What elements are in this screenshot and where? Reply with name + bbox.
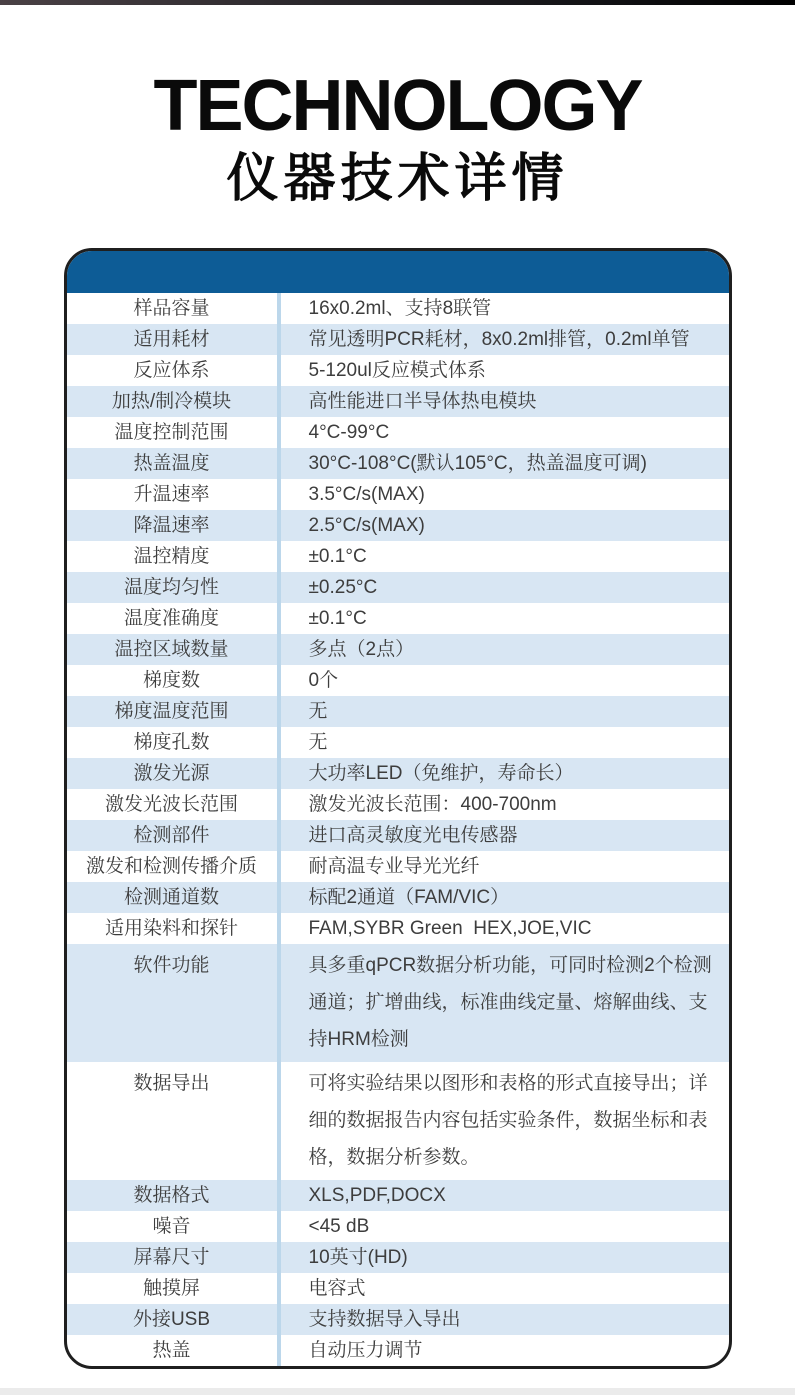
top-section-divider-strip xyxy=(0,0,795,5)
table-row xyxy=(67,1335,729,1366)
table-row xyxy=(67,510,729,541)
table-row xyxy=(67,882,729,913)
spec-value: ±0.1°C xyxy=(277,603,729,634)
spec-value: 耐高温专业导光光纤 xyxy=(277,851,729,882)
spec-table xyxy=(64,248,732,1369)
spec-value: 电容式 xyxy=(277,1273,729,1304)
spec-label: 温控区域数量 xyxy=(114,638,229,660)
table-row xyxy=(67,572,729,603)
spec-rows xyxy=(67,293,729,1366)
spec-value: 4°C-99°C xyxy=(277,417,729,448)
spec-value: 5-120ul反应模式体系 xyxy=(277,355,729,386)
spec-value: 支持数据导入导出 xyxy=(277,1304,729,1335)
spec-value: 3.5°C/s(MAX) xyxy=(277,479,729,510)
table-row xyxy=(67,293,729,324)
spec-value: 进口高灵敏度光电传感器 xyxy=(277,820,729,851)
spec-label: 适用耗材 xyxy=(133,328,210,350)
spec-value: 16x0.2ml、支持8联管 xyxy=(277,293,729,324)
table-row xyxy=(67,820,729,851)
spec-label: 温度均匀性 xyxy=(123,576,219,598)
table-row xyxy=(67,603,729,634)
spec-label: 数据格式 xyxy=(133,1184,210,1206)
table-row xyxy=(67,417,729,448)
spec-value: 30°C-108°C(默认105°C，热盖温度可调) xyxy=(277,448,729,479)
spec-value: ±0.25°C xyxy=(277,572,729,603)
spec-value: <45 dB xyxy=(277,1211,729,1242)
title-block xyxy=(0,66,795,210)
spec-value: ±0.1°C xyxy=(277,541,729,572)
spec-value: 2.5°C/s(MAX) xyxy=(277,510,729,541)
table-row xyxy=(67,541,729,572)
spec-value: XLS,PDF,DOCX xyxy=(277,1180,729,1211)
spec-label: 梯度孔数 xyxy=(133,731,210,753)
spec-label: 数据导出 xyxy=(133,1072,210,1094)
spec-label: 噪音 xyxy=(152,1215,191,1237)
spec-value: 具多重qPCR数据分析功能，可同时检测2个检测通道；扩增曲线，标准曲线定量、熔解曲线、支持HRM检测 xyxy=(277,944,729,1062)
spec-label: 梯度数 xyxy=(142,669,200,691)
spec-value: 无 xyxy=(277,696,729,727)
table-row xyxy=(67,324,729,355)
table-row xyxy=(67,665,729,696)
spec-value: 多点（2点） xyxy=(277,634,729,665)
table-row xyxy=(67,1242,729,1273)
table-row xyxy=(67,913,729,944)
table-row xyxy=(67,1062,729,1180)
spec-value: 自动压力调节 xyxy=(277,1335,729,1366)
table-row xyxy=(67,1304,729,1335)
table-row xyxy=(67,944,729,1062)
table-row xyxy=(67,696,729,727)
bottom-section-strip xyxy=(0,1388,795,1395)
table-header-bar xyxy=(67,251,729,293)
spec-value: FAM,SYBR Green HEX,JOE,VIC xyxy=(277,913,729,944)
spec-label: 升温速率 xyxy=(133,483,210,505)
spec-label: 热盖温度 xyxy=(133,452,210,474)
spec-label: 激发和检测传播介质 xyxy=(85,855,257,877)
spec-label: 降温速率 xyxy=(133,514,210,536)
spec-value: 激发光波长范围：400-700nm xyxy=(277,789,729,820)
spec-value: 常见透明PCR耗材，8x0.2ml排管，0.2ml单管 xyxy=(277,324,729,355)
spec-label: 梯度温度范围 xyxy=(114,700,229,722)
table-row xyxy=(67,1180,729,1211)
spec-label: 热盖 xyxy=(152,1339,191,1361)
spec-label: 温度准确度 xyxy=(123,607,219,629)
spec-label: 加热/制冷模块 xyxy=(111,390,232,412)
table-row xyxy=(67,1211,729,1242)
spec-label: 检测通道数 xyxy=(123,886,219,908)
spec-value: 高性能进口半导体热电模块 xyxy=(277,386,729,417)
spec-label: 反应体系 xyxy=(133,359,210,381)
spec-label: 温控精度 xyxy=(133,545,210,567)
spec-label: 检测部件 xyxy=(133,824,210,846)
page-subtitle: 仪器技术详情 xyxy=(226,149,569,208)
spec-value: 标配2通道（FAM/VIC） xyxy=(277,882,729,913)
table-row xyxy=(67,634,729,665)
page-title: TECHNOLOGY xyxy=(153,66,642,146)
spec-value: 可将实验结果以图形和表格的形式直接导出；详细的数据报告内容包括实验条件，数据坐标和表格，数据分析参数。 xyxy=(277,1062,729,1180)
spec-label: 触摸屏 xyxy=(142,1277,200,1299)
spec-label: 外接USB xyxy=(132,1308,211,1330)
spec-label: 软件功能 xyxy=(133,954,210,976)
spec-label: 屏幕尺寸 xyxy=(133,1246,210,1268)
spec-value: 0个 xyxy=(277,665,729,696)
spec-value: 大功率LED（免维护，寿命长） xyxy=(277,758,729,789)
table-row xyxy=(67,851,729,882)
table-row xyxy=(67,355,729,386)
table-row xyxy=(67,727,729,758)
spec-label: 温度控制范围 xyxy=(114,421,229,443)
spec-label: 激发光波长范围 xyxy=(104,793,238,815)
table-row xyxy=(67,758,729,789)
table-row xyxy=(67,448,729,479)
table-row xyxy=(67,386,729,417)
spec-label: 适用染料和探针 xyxy=(104,917,238,939)
table-row xyxy=(67,479,729,510)
table-row xyxy=(67,1273,729,1304)
spec-value: 10英寸(HD) xyxy=(277,1242,729,1273)
table-row xyxy=(67,789,729,820)
spec-value: 无 xyxy=(277,727,729,758)
spec-label: 样品容量 xyxy=(133,297,210,319)
spec-label: 激发光源 xyxy=(133,762,210,784)
